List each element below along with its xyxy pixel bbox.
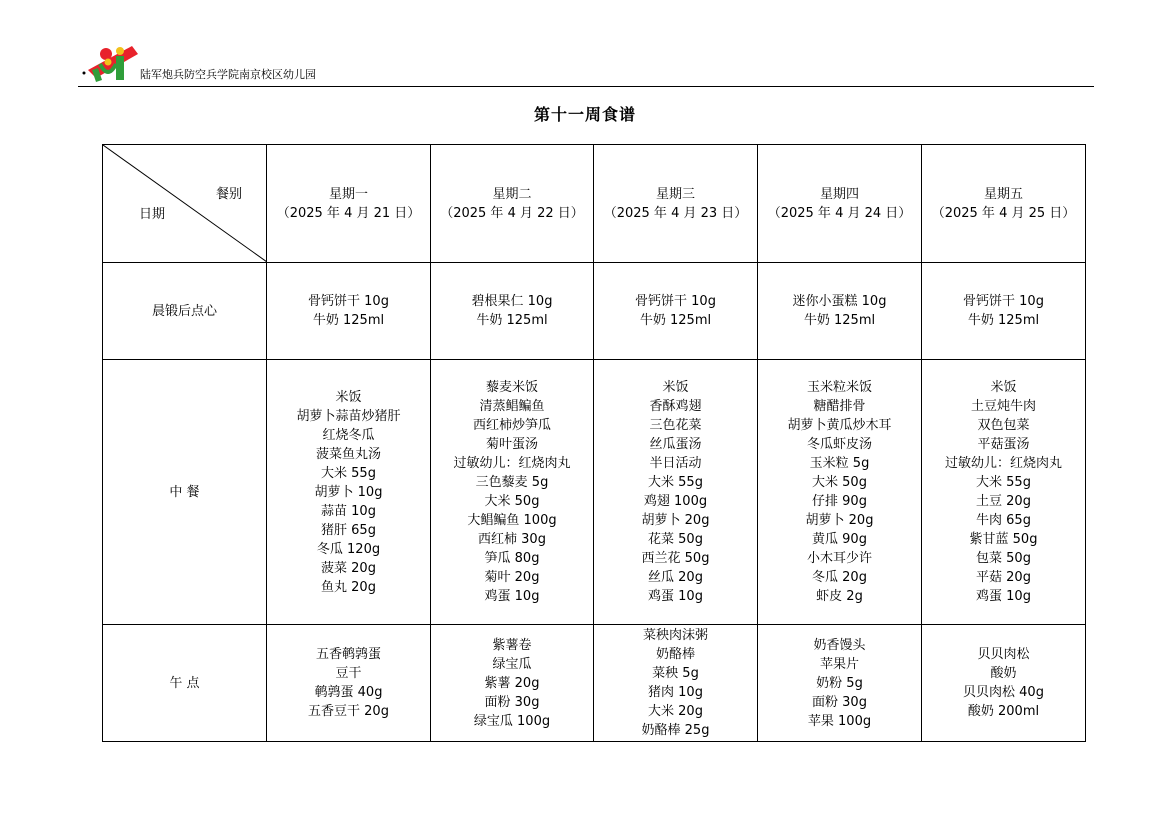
menu-line: 黄瓜 90g xyxy=(812,532,867,547)
menu-line: 小木耳少许 xyxy=(806,551,872,566)
menu-line: 玉米粒 5g xyxy=(809,456,870,471)
menu-line: 冬瓜 120g xyxy=(316,541,381,557)
meal-row-afternoon-snack xyxy=(103,625,1086,742)
meal-row-lunch xyxy=(103,360,1086,625)
menu-cell xyxy=(922,625,1086,742)
menu-line: 胡萝卜蒜苗炒猪肝 xyxy=(296,408,401,424)
menu-line: 米饭 xyxy=(990,380,1017,395)
menu-line: 冬瓜虾皮汤 xyxy=(806,437,872,452)
menu-line: 糖醋排骨 xyxy=(813,399,866,414)
kindergarten-logo xyxy=(80,40,138,84)
day-name: 星期四 xyxy=(819,186,859,202)
day-header xyxy=(594,145,758,263)
menu-line: 丝瓜 20g xyxy=(648,570,703,585)
menu-line: 三色花菜 xyxy=(649,418,702,433)
menu-line: 大米 50g xyxy=(484,494,540,509)
day-date: （2025 年 4 月 25 日） xyxy=(931,205,1076,221)
menu-cell xyxy=(758,263,922,360)
menu-line: 仔排 90g xyxy=(812,494,867,509)
menu-line: 奶酪棒 xyxy=(655,647,695,662)
menu-line: 奶香馒头 xyxy=(813,637,866,653)
menu-line: 骨钙饼干 10g xyxy=(963,294,1044,309)
day-header xyxy=(922,145,1086,263)
menu-line: 五香鹌鹑蛋 xyxy=(315,647,381,662)
day-date: （2025 年 4 月 24 日） xyxy=(767,205,912,221)
menu-line: 绿宝瓜 xyxy=(492,656,532,672)
day-header xyxy=(431,145,594,263)
diagonal-divider xyxy=(103,145,267,262)
menu-line: 豆干 xyxy=(335,666,362,681)
menu-line: 骨钙饼干 10g xyxy=(635,294,716,309)
menu-line: 菜秧 5g xyxy=(652,666,699,681)
menu-line: 丝瓜蛋汤 xyxy=(649,437,702,452)
menu-line: 苹果片 xyxy=(819,656,859,672)
day-name: 星期三 xyxy=(655,186,695,202)
menu-line: 西兰花 50g xyxy=(641,551,710,566)
menu-line: 过敏幼儿：红烧肉丸 xyxy=(944,456,1062,471)
menu-line: 骨钙饼干 10g xyxy=(308,294,389,309)
menu-line: 鹌鹑蛋 40g xyxy=(314,685,383,700)
menu-line: 西红柿炒笋瓜 xyxy=(472,418,551,433)
menu-line: 藜麦米饭 xyxy=(485,380,538,395)
menu-line: 平菇 20g xyxy=(976,570,1031,585)
menu-line: 紫甘蓝 50g xyxy=(969,532,1038,547)
day-name: 星期二 xyxy=(492,186,532,202)
corner-cell xyxy=(103,145,267,263)
menu-line: 大米 55g xyxy=(976,475,1031,490)
menu-line: 猪肝 65g xyxy=(321,522,376,538)
menu-line: 大鲳鳊鱼 100g xyxy=(467,513,557,528)
menu-cell xyxy=(431,625,594,742)
menu-line: 牛奶 125ml xyxy=(967,313,1040,328)
menu-line: 鸡翅 100g xyxy=(643,494,708,509)
day-date: （2025 年 4 月 22 日） xyxy=(440,205,584,221)
menu-cell xyxy=(758,360,922,625)
menu-line: 笋瓜 80g xyxy=(484,551,540,566)
row-label: 晨锻后点心 xyxy=(103,263,267,360)
menu-cell xyxy=(922,360,1086,625)
menu-line: 紫薯 20g xyxy=(484,675,540,691)
menu-line: 大米 50g xyxy=(812,475,867,490)
row-label: 午 点 xyxy=(103,625,267,742)
menu-line: 虾皮 2g xyxy=(816,589,863,604)
menu-line: 鸡蛋 10g xyxy=(976,589,1031,604)
menu-line: 米饭 xyxy=(662,380,689,395)
menu-cell xyxy=(594,263,758,360)
weekly-menu-table xyxy=(102,144,1086,742)
menu-line: 胡萝卜 20g xyxy=(641,513,710,528)
menu-line: 酸奶 xyxy=(990,666,1017,681)
menu-line: 牛奶 125ml xyxy=(639,313,712,328)
menu-line: 胡萝卜黄瓜炒木耳 xyxy=(787,418,892,433)
menu-line: 大米 20g xyxy=(648,704,703,719)
menu-line: 红烧冬瓜 xyxy=(322,427,375,443)
menu-line: 绿宝瓜 100g xyxy=(473,713,551,729)
page-header xyxy=(78,40,1094,88)
menu-line: 胡萝卜 10g xyxy=(314,484,383,500)
menu-line: 三色藜麦 5g xyxy=(475,475,549,490)
table-header-row xyxy=(103,145,1086,263)
day-header xyxy=(267,145,431,263)
menu-line: 奶粉 5g xyxy=(816,675,863,691)
menu-line: 大米 55g xyxy=(321,465,376,481)
meal-type-label: 餐别 xyxy=(215,187,242,202)
menu-cell xyxy=(594,360,758,625)
day-name: 星期一 xyxy=(328,186,368,202)
menu-line: 半日活动 xyxy=(649,456,702,471)
menu-line: 米饭 xyxy=(335,389,362,405)
row-label: 中 餐 xyxy=(103,360,267,625)
menu-cell xyxy=(267,360,431,625)
menu-line: 菊叶蛋汤 xyxy=(485,437,538,452)
day-date: （2025 年 4 月 23 日） xyxy=(603,205,748,221)
date-label: 日期 xyxy=(139,207,166,222)
menu-line: 包菜 50g xyxy=(976,551,1031,566)
menu-line: 玉米粒米饭 xyxy=(806,380,872,395)
menu-line: 牛肉 65g xyxy=(976,513,1031,528)
menu-line: 酸奶 200ml xyxy=(967,704,1040,719)
menu-line: 清蒸鲳鳊鱼 xyxy=(479,399,545,414)
menu-line: 双色包菜 xyxy=(977,418,1030,433)
day-date: （2025 年 4 月 21 日） xyxy=(276,205,421,221)
menu-line: 迷你小蛋糕 10g xyxy=(792,294,887,309)
menu-line: 牛奶 125ml xyxy=(803,313,876,328)
menu-line: 面粉 30g xyxy=(484,694,540,710)
menu-line: 平菇蛋汤 xyxy=(977,437,1030,452)
menu-line: 牛奶 125ml xyxy=(476,313,548,328)
menu-line: 猪肉 10g xyxy=(648,685,703,700)
menu-cell xyxy=(267,263,431,360)
menu-line: 贝贝肉松 40g xyxy=(963,685,1044,700)
menu-line: 过敏幼儿：红烧肉丸 xyxy=(453,456,571,471)
menu-cell xyxy=(758,625,922,742)
menu-line: 菜秧肉沫粥 xyxy=(642,628,708,643)
menu-cell xyxy=(431,263,594,360)
menu-line: 碧根果仁 10g xyxy=(471,294,553,309)
menu-line: 花菜 50g xyxy=(648,532,703,547)
menu-line: 大米 55g xyxy=(648,475,703,490)
menu-cell xyxy=(431,360,594,625)
menu-line: 胡萝卜 20g xyxy=(805,513,874,528)
menu-line: 五香豆干 20g xyxy=(308,704,389,719)
menu-line: 蒜苗 10g xyxy=(321,503,376,519)
menu-line: 菠菜鱼丸汤 xyxy=(315,446,381,462)
meal-row-morning-snack xyxy=(103,263,1086,360)
menu-line: 贝贝肉松 xyxy=(977,647,1030,662)
menu-cell xyxy=(922,263,1086,360)
menu-line: 奶酪棒 25g xyxy=(641,723,710,738)
menu-cell xyxy=(267,625,431,742)
menu-line: 鸡蛋 10g xyxy=(648,589,703,604)
day-name: 星期五 xyxy=(983,186,1023,202)
menu-line: 鱼丸 20g xyxy=(321,579,376,595)
menu-line: 土豆炖牛肉 xyxy=(970,399,1036,414)
header-rule xyxy=(78,86,1094,87)
menu-line: 香酥鸡翅 xyxy=(649,399,702,414)
menu-line: 西红柿 30g xyxy=(478,532,546,547)
menu-line: 鸡蛋 10g xyxy=(484,589,540,604)
day-header xyxy=(758,145,922,263)
menu-line: 紫薯卷 xyxy=(492,637,532,653)
menu-cell xyxy=(594,625,758,742)
menu-line: 土豆 20g xyxy=(976,494,1031,509)
school-name: 陆军炮兵防空兵学院南京校区幼儿园 xyxy=(140,68,316,81)
menu-line: 苹果 100g xyxy=(807,713,872,729)
menu-line: 菊叶 20g xyxy=(484,570,540,585)
page-title: 第十一周食谱 xyxy=(533,105,636,124)
menu-line: 菠菜 20g xyxy=(321,560,376,576)
menu-line: 牛奶 125ml xyxy=(312,313,385,328)
menu-line: 面粉 30g xyxy=(812,694,867,710)
menu-line: 冬瓜 20g xyxy=(812,570,867,585)
